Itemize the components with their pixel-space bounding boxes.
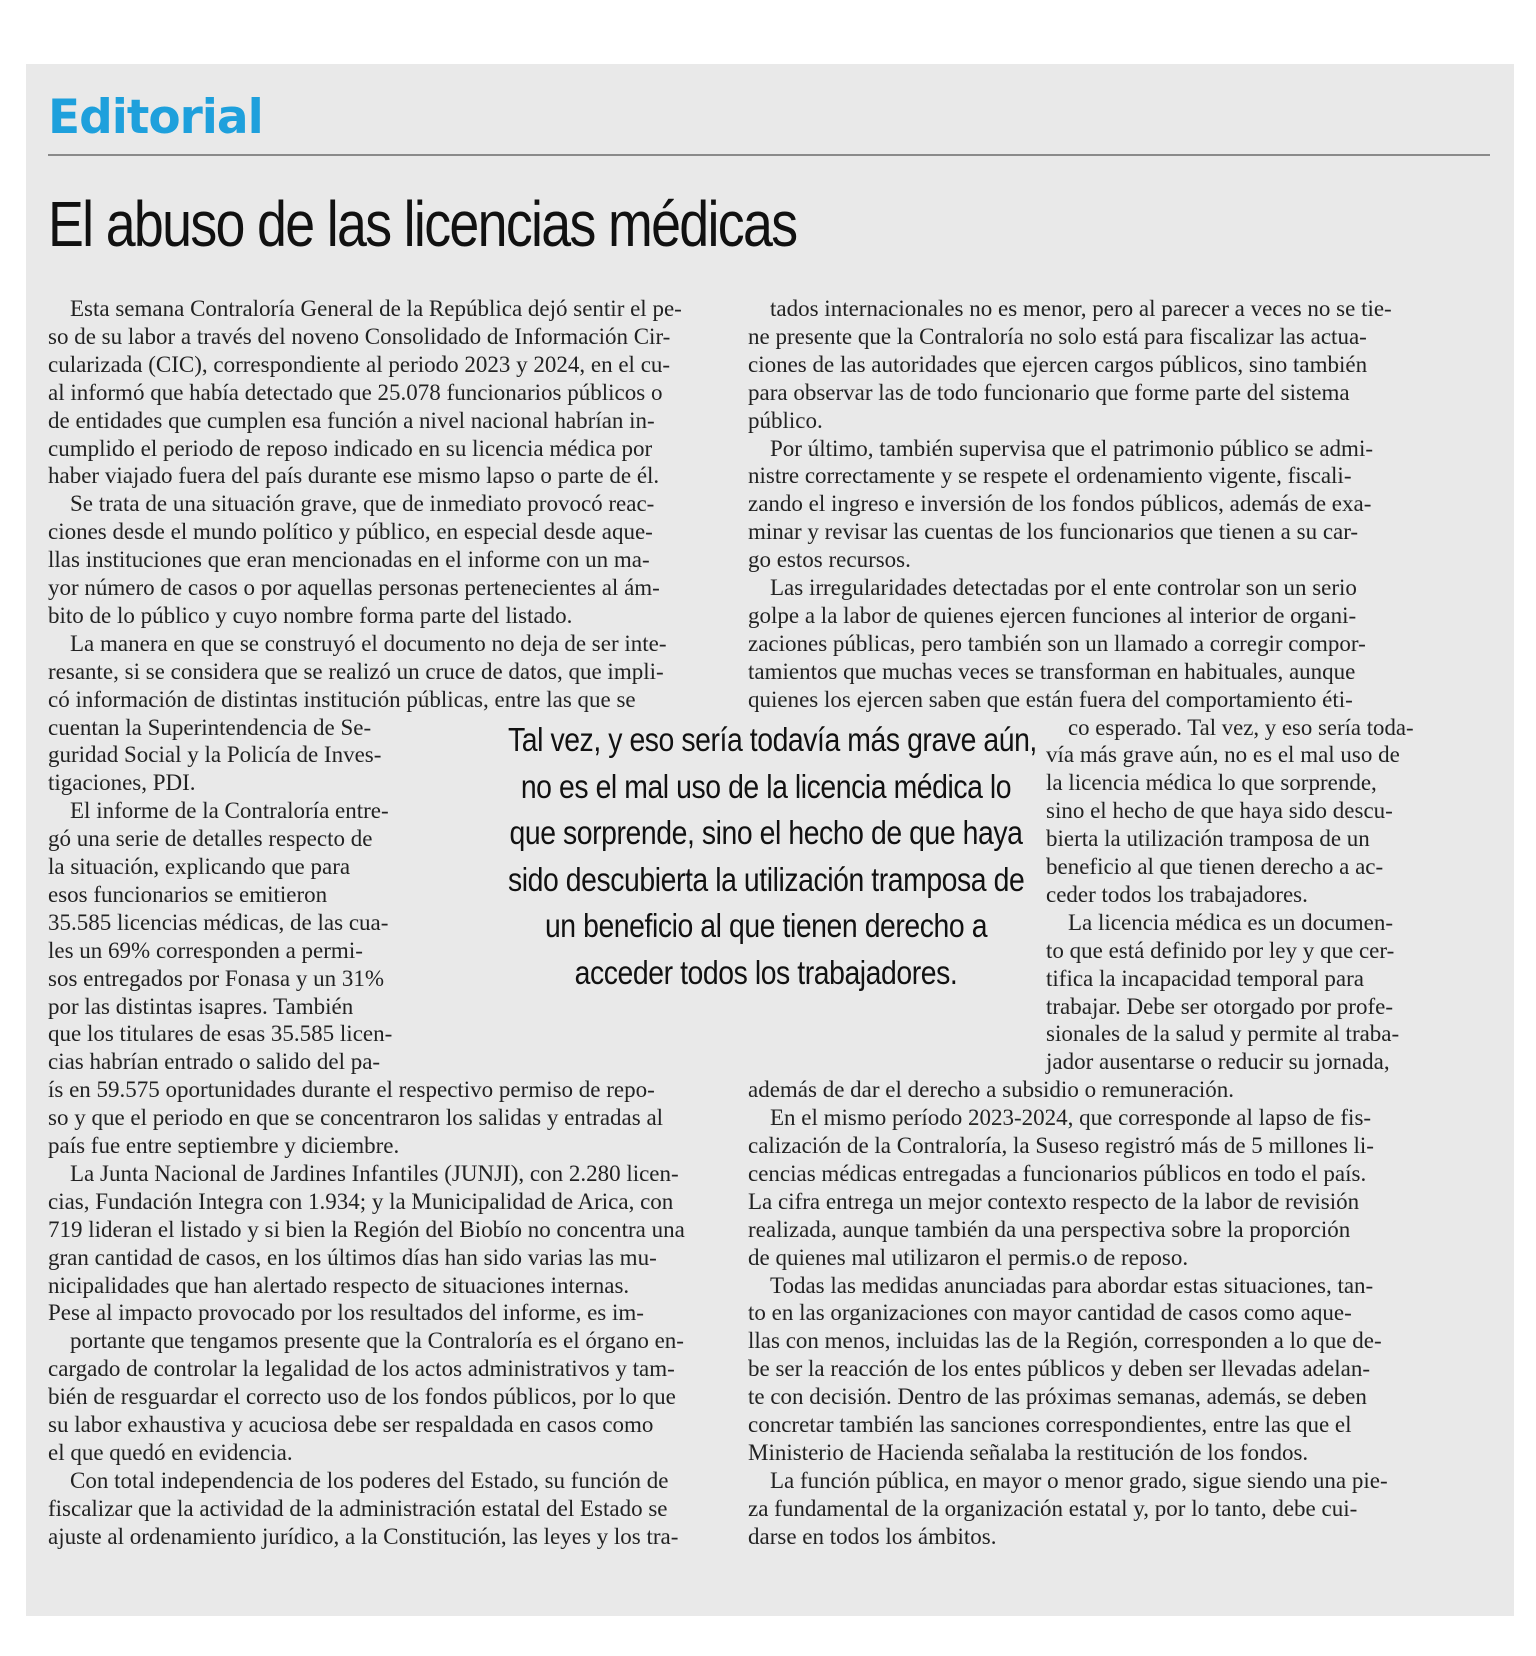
- right_column_lines-line: la licencia médica lo que sorprende,: [1046, 770, 1377, 796]
- left_column_lines-line: llas instituciones que eran mencionadas en el informe con un ma-: [48, 547, 650, 573]
- left_column_lines-line: Con total independencia de los poderes del Estado, su función de: [70, 1467, 669, 1493]
- right_column_lines-line: bierta la utilización tramposa de un: [1046, 826, 1370, 852]
- left_column_lines-line: el que quedó en evidencia.: [48, 1439, 293, 1465]
- right_column_lines-line: trabajar. Debe ser otorgado por profe-: [1046, 993, 1393, 1019]
- right_column_lines-line: La función pública, en mayor o menor grado, sigue siendo una pie-: [770, 1467, 1388, 1493]
- right_column_lines-line: zaciones públicas, pero también son un llamado a corregir compor-: [748, 630, 1366, 656]
- right_column_lines-line: sino el hecho de que haya sido descu-: [1046, 798, 1393, 824]
- left_column_lines-line: bito de lo público y cuyo nombre forma parte del listado.: [48, 602, 573, 628]
- pull-quote-line: no es el mal uso de la licencia médica lo: [520, 767, 1012, 805]
- right_column_lines-line: La cifra entrega un mejor contexto respecto de la labor de revisión: [748, 1188, 1360, 1214]
- left_column_lines-line: la situación, explicando que para: [48, 854, 351, 879]
- right_column_lines-line: público.: [748, 407, 823, 433]
- left_column_lines-line: La Junta Nacional de Jardines Infantiles (JUNJI), con 2.280 licen-: [70, 1160, 679, 1186]
- right_column_lines-line: para observar las de todo funcionario que forme parte del sistema: [748, 379, 1350, 405]
- section-label: Editorial: [48, 90, 263, 145]
- left_column_lines-line: su labor exhaustiva y acuciosa debe ser respaldada en casos como: [48, 1412, 654, 1437]
- right_column_lines-line: tados internacionales no es menor, pero al parecer a veces no se tie-: [770, 296, 1392, 321]
- left_column_lines-line: so y que el periodo en que se concentraron los salidas y entradas al: [48, 1105, 664, 1131]
- right_column_lines-line: beneficio al que tienen derecho a ac-: [1046, 854, 1384, 879]
- right_column_lines-line: co esperado. Tal vez, y eso sería toda-: [1068, 714, 1414, 740]
- left_column_lines-line: haber viajado fuera del país durante ese mismo lapso o parte de él.: [48, 463, 660, 489]
- left_column_lines-line: Se trata de una situación grave, que de inmediato provocó reac-: [70, 491, 655, 517]
- right_column_lines-line: golpe a la labor de quienes ejercen funciones al interior de organi-: [748, 602, 1357, 628]
- right_column_lines-line: Todas las medidas anunciadas para abordar estas situaciones, tan-: [770, 1272, 1374, 1298]
- right_column_lines-line: minar y revisar las cuentas de los funcionarios que tienen a su car-: [748, 519, 1359, 545]
- right_column_lines-line: to en las organizaciones con mayor cantidad de casos como aque-: [748, 1300, 1352, 1326]
- page-title: El abuso de las licencias médicas: [48, 188, 797, 260]
- left_column_lines-line: ciones desde el mundo político y público, en especial desde aque-: [48, 519, 653, 545]
- left_column_lines-line: que los titulares de esas 35.585 licen-: [48, 1021, 393, 1047]
- right_column_lines-line: za fundamental de la organización estatal y, por lo tanto, debe cui-: [748, 1495, 1358, 1521]
- left_column_lines-line: Esta semana Contraloría General de la República dejó sentir el pe-: [70, 296, 682, 321]
- left_column_lines-line: cargado de controlar la legalidad de los actos administrativos y tam-: [48, 1356, 675, 1382]
- right_column_lines-line: darse en todos los ámbitos.: [748, 1523, 997, 1549]
- right_column_lines-line: de quienes mal utilizaron el permis.o de reposo.: [748, 1244, 1189, 1270]
- right_column_lines-line: nistre correctamente y se respete el ordenamiento vigente, fiscali-: [748, 463, 1352, 489]
- left_column_lines-line: resante, si se considera que se realizó un cruce de datos, que impli-: [48, 658, 664, 684]
- right_column_lines-line: llas con menos, incluidas las de la Región, corresponden a lo que de-: [748, 1328, 1382, 1354]
- left_column_lines-line: bién de resguardar el correcto uso de los fondos públicos, por lo que: [48, 1384, 676, 1410]
- left_column_lines-line: 35.585 licencias médicas, de las cua-: [48, 909, 389, 935]
- right_column_lines-line: vía más grave aún, no es el mal uso de: [1046, 742, 1400, 768]
- left_column_lines-line: de entidades que cumplen esa función a nivel nacional habrían in-: [48, 407, 655, 433]
- left_column_lines-line: guridad Social y la Policía de Inves-: [48, 742, 382, 768]
- pull-quote-line: Tal vez, y eso sería todavía más grave aún,: [508, 721, 1037, 758]
- right_column_lines-line: Por último, también supervisa que el patrimonio público se admi-: [770, 435, 1373, 461]
- right_column_lines-line: calización de la Contraloría, la Suseso registró más de 5 millones li-: [748, 1133, 1374, 1158]
- pull-quote-line: sido descubierta la utilización tramposa de: [508, 860, 1025, 898]
- left_column_lines-line: so de su labor a través del noveno Consolidado de Información Cir-: [48, 323, 671, 349]
- left_column_lines-line: La manera en que se construyó el documento no deja de ser inte-: [70, 630, 667, 656]
- right_column_lines-line: jador ausentarse o reducir su jornada,: [1046, 1049, 1390, 1075]
- left_column_lines-line: 719 lideran el listado y si bien la Región del Biobío no concentra una: [48, 1216, 685, 1242]
- right_column_lines-line: quienes los ejercen saben que están fuera del comportamiento éti-: [748, 686, 1353, 712]
- left_column_lines-line: El informe de la Contraloría entre-: [70, 798, 389, 824]
- right_column_lines-line: concretar también las sanciones correspondientes, entre las que el: [748, 1412, 1352, 1437]
- right_column_lines-line: La licencia médica es un documen-: [1068, 909, 1394, 935]
- editorial-page: [26, 64, 1514, 1616]
- left_column_lines-line: fiscalizar que la actividad de la administración estatal del Estado se: [48, 1495, 668, 1521]
- right_column_lines-line: go estos recursos.: [748, 547, 911, 573]
- right_column_lines-line: ciones de las autoridades que ejercen cargos públicos, sino también: [748, 351, 1368, 377]
- left_column_lines-line: cias, Fundación Integra con 1.934; y la Municipalidad de Arica, con: [48, 1188, 674, 1214]
- left_column_lines-line: sos entregados por Fonasa y un 31%: [48, 965, 385, 991]
- left_column_lines-line: cumplido el periodo de reposo indicado en su licencia médica por: [48, 435, 653, 461]
- right_column_lines-line: sionales de la salud y permite al traba-: [1046, 1021, 1400, 1047]
- left_column_lines-line: ajuste al ordenamiento jurídico, a la Constitución, las leyes y los tra-: [48, 1523, 679, 1549]
- right_column_lines-line: be ser la reacción de los entes públicos y deben ser llevadas adelan-: [748, 1356, 1371, 1382]
- left_column_lines-line: portante que tengamos presente que la Contraloría es el órgano en-: [70, 1328, 684, 1354]
- left_column_lines-line: cularizada (CIC), correspondiente al periodo 2023 y 2024, en el cu-: [48, 351, 671, 377]
- section-divider: [48, 154, 1490, 156]
- right_column_lines-line: realizada, aunque también da una perspectiva sobre la proporción: [748, 1216, 1351, 1242]
- left_column_lines-line: ís en 59.575 oportunidades durante el respectivo permiso de repo-: [48, 1077, 655, 1103]
- left_column_lines-line: por las distintas isapres. También: [48, 993, 354, 1019]
- left_column_lines-line: gó una serie de detalles respecto de: [48, 826, 373, 852]
- right_column_lines-line: En el mismo período 2023-2024, que corresponde al lapso de fis-: [770, 1105, 1372, 1131]
- left_column_lines-line: gran cantidad de casos, en los últimos días han sido varias las mu-: [48, 1244, 657, 1270]
- right_column_lines-line: tamientos que muchas veces se transforman en habituales, aunque: [748, 658, 1356, 684]
- left_column_lines-line: cias habrían entrado o salido del pa-: [48, 1049, 381, 1075]
- left_column_lines-line: nicipalidades que han alertado respecto de situaciones internas.: [48, 1272, 630, 1298]
- left_column_lines-line: yor número de casos o por aquellas personas pertenecientes al ám-: [48, 575, 660, 600]
- right_column_lines-line: te con decisión. Dentro de las próximas semanas, además, se deben: [748, 1384, 1367, 1410]
- left_column_lines-line: les un 69% corresponden a permi-: [48, 937, 363, 963]
- left_column_lines-line: cuentan la Superintendencia de Se-: [48, 714, 372, 740]
- left_column_lines-line: país fue entre septiembre y diciembre.: [48, 1133, 400, 1158]
- left_column_lines-line: tigaciones, PDI.: [48, 770, 196, 796]
- pull-quote-line: un beneficio al que tienen derecho a: [544, 907, 988, 944]
- right_column_lines-line: ne presente que la Contraloría no solo está para fiscalizar las actua-: [748, 323, 1367, 349]
- right_column_lines-line: ceder todos los trabajadores.: [1046, 881, 1308, 907]
- right_column_lines-line: tifica la incapacidad temporal para: [1046, 965, 1364, 991]
- pull-quote-line: que sorprende, sino el hecho de que haya: [509, 814, 1023, 851]
- left_column_lines-line: al informó que había detectado que 25.078 funcionarios públicos o: [48, 379, 663, 405]
- right_column_lines-line: Las irregularidades detectadas por el ente controlar son un serio: [770, 575, 1357, 600]
- left_column_lines-line: có información de distintas institución públicas, entre las que se: [48, 686, 636, 712]
- left_column_lines-line: Pese al impacto provocado por los resultados del informe, es im-: [48, 1300, 644, 1326]
- right_column_lines-line: además de dar el derecho a subsidio o remuneración.: [748, 1077, 1234, 1103]
- right_column_lines-line: to que está definido por ley y que cer-: [1046, 937, 1395, 963]
- pull-quote-line: acceder todos los trabajadores.: [574, 953, 958, 991]
- left_column_lines-line: esos funcionarios se emitieron: [48, 881, 328, 907]
- right_column_lines-line: Ministerio de Hacienda señalaba la restitución de los fondos.: [748, 1439, 1309, 1465]
- right_column_lines-line: cencias médicas entregadas a funcionarios públicos en todo el país.: [748, 1160, 1367, 1186]
- right_column_lines-line: zando el ingreso e inversión de los fondos públicos, además de exa-: [748, 491, 1372, 517]
